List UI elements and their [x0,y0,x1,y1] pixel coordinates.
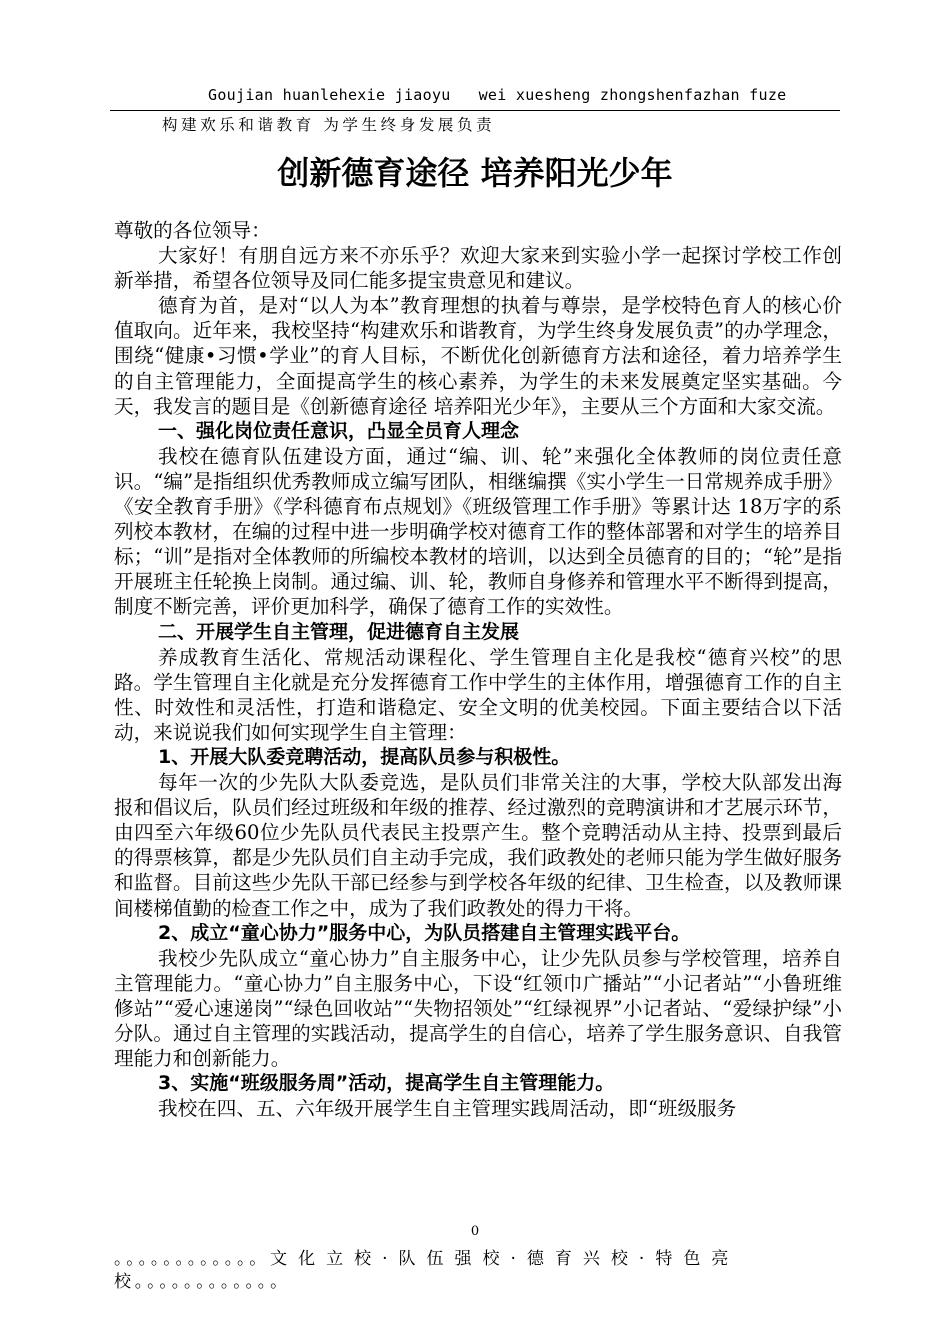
section-heading: 二、开展学生自主管理，促进德育自主发展 [158,620,520,643]
document-title: 创新德育途径 培养阳光少年 [277,154,673,192]
footer-motto: 文化立校·队伍强校·德育兴校·特色亮 [270,1249,740,1269]
greeting: 尊敬的各位领导： [114,219,271,242]
paragraph: 我校在四、五、六年级开展学生自主管理实践周活动，即“班级服务 [158,1097,737,1121]
paragraph: 德育为首，是对“以人为本”教育理想的执着与尊崇，是学校特色育人的核心价值取向。近年来，我校坚持“构建欢乐和谐教育，为学生终身发展负责”的办学理念，围绕“健康•习惯•学业”的育人目标，不断优化创新德育方法和途径，着力培养学生的自主管理能力，全面提高学生的核心素养，为学生的未来发展奠定坚实基础。今天，我发言的题目是《创新德育途径 培养阳光少年》，主要从三个方面和大家交流。 [114,294,842,418]
paragraph: 养成教育生活化、常规活动课程化、学生管理自主化是我校“德育兴校”的思路。学生管理自主化就是充分发挥德育工作中学生的主体作用，增强德育工作的自主性、时效性和灵活性，打造和谐稳定、安全文明的优美校园。下面主要结合以下活动，来说说我们如何实现学生自主管理： [114,645,842,744]
subsection-heading: 1、开展大队委竞聘活动，提高队员参与积极性。 [158,745,571,768]
document-body [114,218,842,1121]
subsection-heading: 3、实施“班级服务周”活动，提高学生自主管理能力。 [158,1072,615,1095]
footer [114,1248,824,1294]
section-heading: 一、强化岗位责任意识，凸显全员育人理念 [158,419,520,442]
header-rule [110,110,840,111]
footer-line-2: 校。。。。。。。。。。。。 [114,1272,291,1292]
paragraph: 我校在德育队伍建设方面，通过“编、训、轮”来强化全体教师的岗位责任意识。“编”是指组织优秀教师成立编写团队，相继编撰《实小学生一日常规养成手册》《安全教育手册》《学科德育布点规划》《班级管理工作手册》等累计达 18万字的系列校本教材，在编的过程中进一步明确学校对德育工作的整体部署和对学生的培养目标；“训”是指对全体教师的所编校本教材的培训，以达到全员德育的目的；“轮”是指开展班主任轮换上岗制。通过编、训、轮，教师自身修养和管理水平不断得到提高，制度不断完善，评价更加科学，确保了德育工作的实效性。 [114,444,842,619]
subsection-heading: 2、成立“童心协力”服务中心，为队员搭建自主管理实践平台。 [158,921,691,944]
header-chinese: 构建欢乐和谐教育 为学生终身发展负责 [162,116,496,134]
footer-dots: 。。。。。。。。。。。。 [114,1249,271,1269]
footer-line-1 [114,1248,824,1271]
header-pinyin: Goujian huanlehexie jiaoyu wei xuesheng zhongshenfazhan fuze [208,86,787,104]
paragraph: 大家好！有朋自远方来不亦乐乎？欢迎大家来到实验小学一起探讨学校工作创新举措，希望各位领导及同仁能多提宝贵意见和建议。 [114,244,842,293]
page-number: 0 [470,1224,480,1239]
paragraph: 每年一次的少先队大队委竞选，是队员们非常关注的大事，学校大队部发出海报和倡议后，队员们经过班级和年级的推荐、经过激烈的竞聘演讲和才艺展示环节，由四至六年级60位少先队员代表民主投票产生。整个竞聘活动从主持、投票到最后的得票核算，都是少先队员们自主动手完成，我们政教处的老师只能为学生做好服务和监督。目前这些少先队干部已经参与到学校各年级的纪律、卫生检查，以及教师课间楼梯值勤的检查工作之中，成为了我们政教处的得力干将。 [114,771,842,920]
paragraph: 我校少先队成立“童心协力”自主服务中心，让少先队员参与学校管理，培养自主管理能力。“童心协力”自主服务中心，下设“红领巾广播站”“小记者站”“小鲁班维修站”“爱心速递岗”“绿色回收站”“失物招领处”“红绿视界”小记者站、“爱绿护绿”小分队。通过自主管理的实践活动，提高学生的自信心，培养了学生服务意识、自我管理能力和创新能力。 [114,946,842,1071]
